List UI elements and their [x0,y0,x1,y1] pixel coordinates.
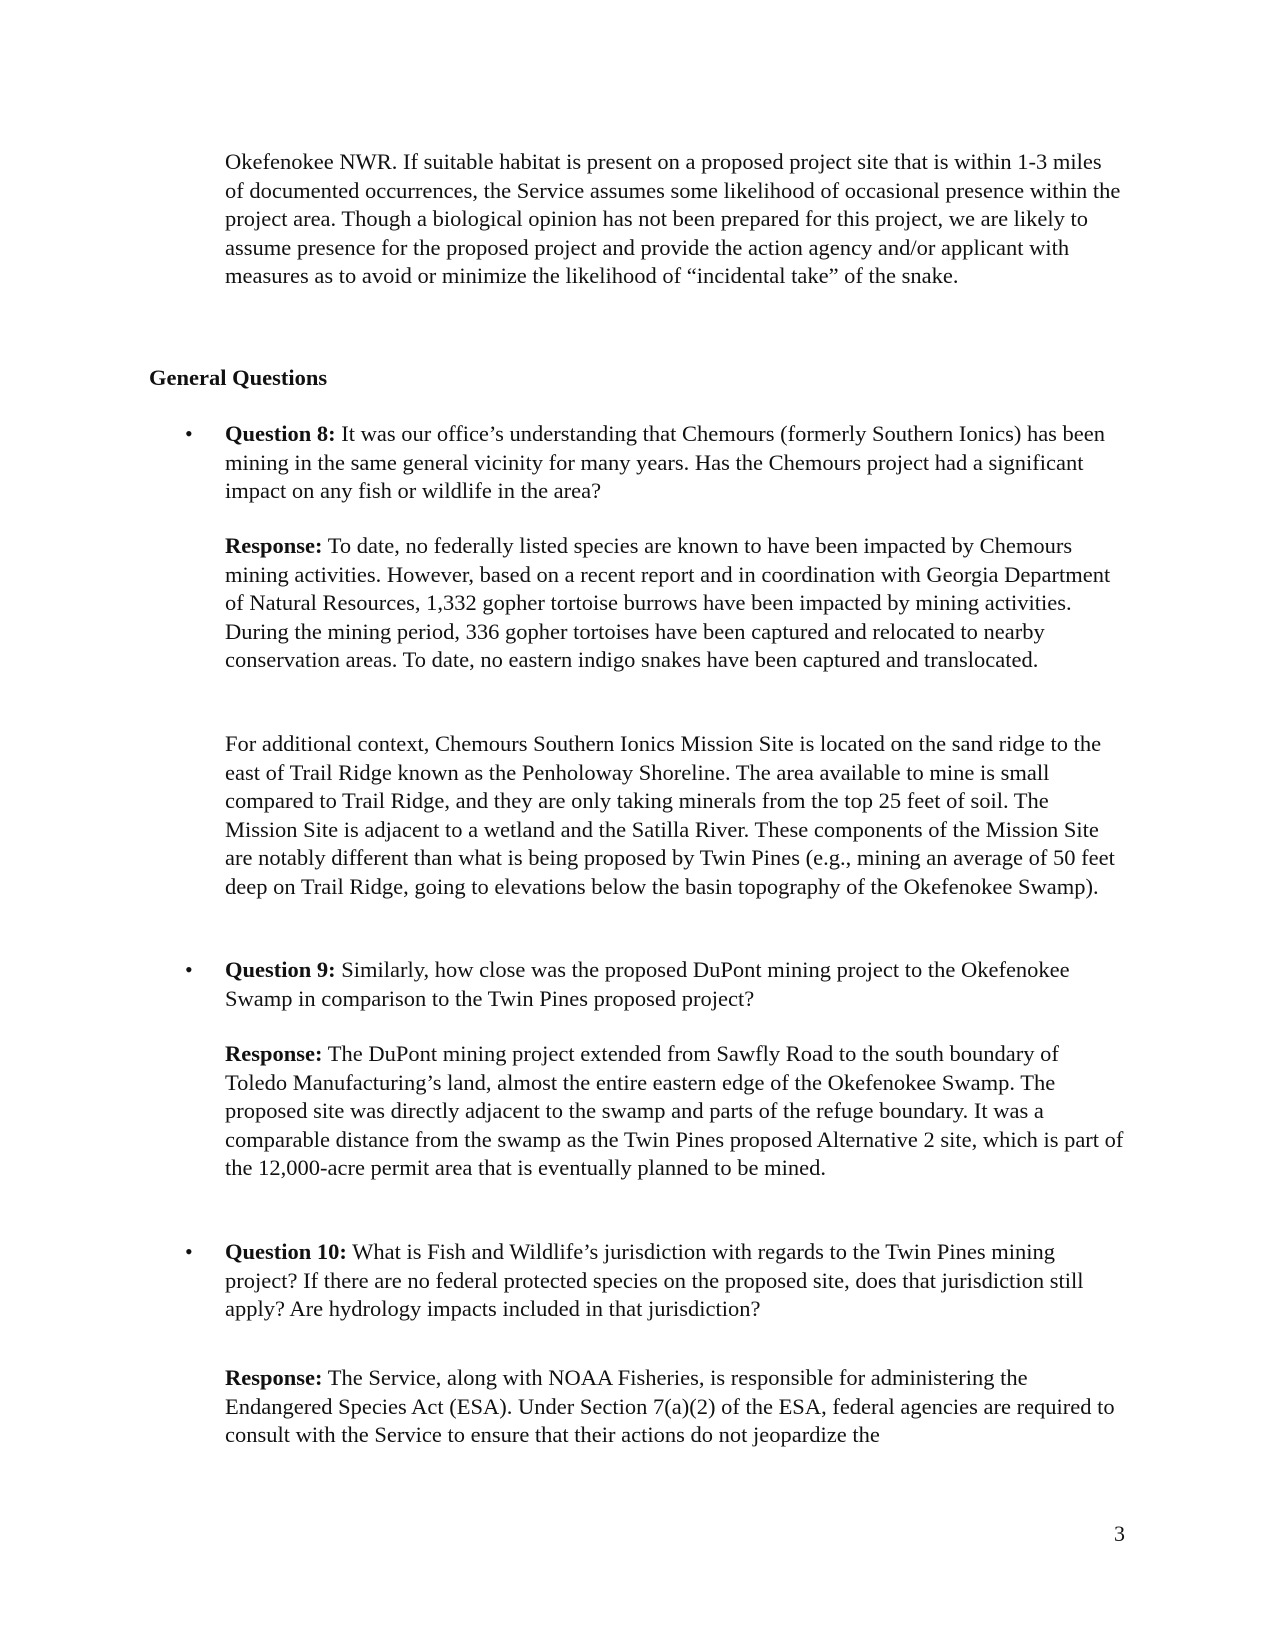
response-10 [225,1364,1125,1450]
question-8-label: Question 8: [225,421,336,446]
response-9-label: Response: [225,1041,323,1066]
response-8-label: Response: [225,533,323,558]
question-9 [225,956,1125,1013]
response-10-label: Response: [225,1365,323,1390]
response-9-text: The DuPont mining project extended from Sawfly Road to the south boundary of Toledo Manufacturing’s land, almost the entire eastern edge of the Okefenokee Swamp. The proposed site was directly adjacent to the swamp and parts of the refuge boundary. It was a comparable distance from the swamp as the Twin Pines proposed Alternative 2 site, which is part of the 12,000-acre permit area that is eventually planned to be mined. [225,1041,1124,1181]
bullet-question-10: • [185,1239,193,1264]
section-heading: General Questions [149,365,328,390]
question-9-text: Similarly, how close was the proposed DuPont mining project to the Okefenokee Swamp in comparison to the Twin Pines proposed project? [225,957,1070,1011]
question-10-text: What is Fish and Wildlife’s jurisdiction with regards to the Twin Pines mining project? If there are no federal protected species on the proposed site, does that jurisdiction still apply? Are hydrology impacts included in that jurisdiction? [225,1239,1084,1322]
response-10-text: The Service, along with NOAA Fisheries, is responsible for administering the Endangered Species Act (ESA). Under Section 7(a)(2) of the ESA, federal agencies are required to consult with the Service to ensure that their actions do not jeopardize the [225,1365,1115,1448]
question-10 [225,1238,1125,1324]
question-9-label: Question 9: [225,957,336,982]
bullet-question-9: • [185,957,193,982]
response-9 [225,1040,1125,1183]
question-10-label: Question 10: [225,1239,347,1264]
page-number: 3 [1114,1521,1125,1546]
question-8 [225,420,1125,506]
context-paragraph: For additional context, Chemours Southern Ionics Mission Site is located on the sand ridge to the east of Trail Ridge known as the Penholoway Shoreline. The area available to mine is small compared to Trail Ridge, and they are only taking minerals from the top 25 feet of soil. The Mission Site is adjacent to a wetland and the Satilla River. These components of the Mission Site are notably different than what is being proposed by Twin Pines (e.g., mining an average of 50 feet deep on Trail Ridge, going to elevations below the basin topography of the Okefenokee Swamp). [225,731,1115,899]
intro-paragraph: Okefenokee NWR. If suitable habitat is present on a proposed project site that is within 1-3 miles of documented occurrences, the Service assumes some likelihood of occasional presence within the project area. Though a biological opinion has not been prepared for this project, we are likely to assume presence for the proposed project and provide the action agency and/or applicant with measures as to avoid or minimize the likelihood of “incidental take” of the snake. [225,149,1121,289]
bullet-question-8: • [185,421,193,446]
question-8-text: It was our office’s understanding that Chemours (formerly Southern Ionics) has been mining in the same general vicinity for many years. Has the Chemours project had a significant impact on any fish or wildlife in the area? [225,421,1106,504]
response-8-text: To date, no federally listed species are known to have been impacted by Chemours mining activities. However, based on a recent report and in coordination with Georgia Department of Natural Resources, 1,332 gopher tortoise burrows have been impacted by mining activities. During the mining period, 336 gopher tortoises have been captured and relocated to nearby conservation areas. To date, no eastern indigo snakes have been captured and translocated. [225,533,1111,673]
response-8 [225,532,1125,675]
